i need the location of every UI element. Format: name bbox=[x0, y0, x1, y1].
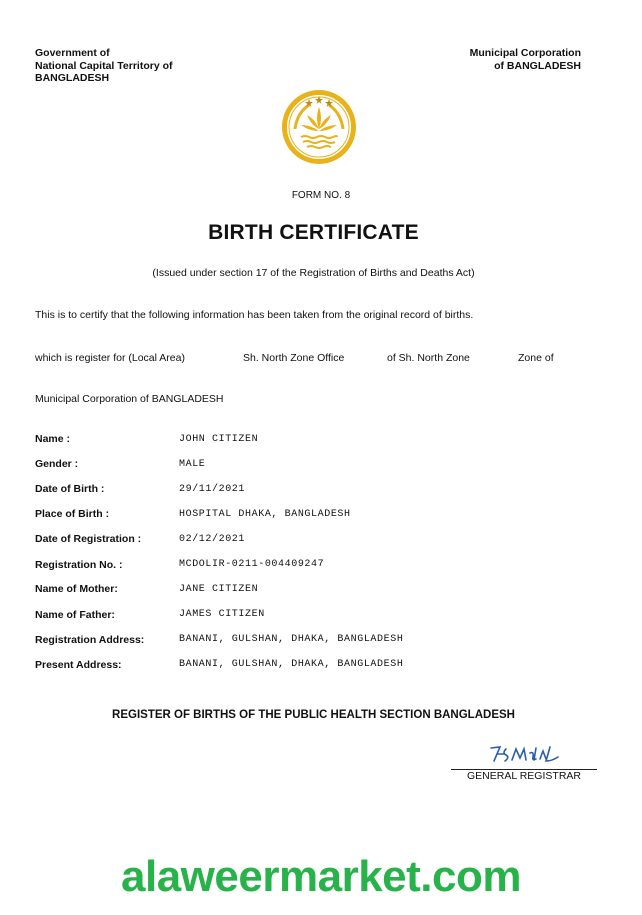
field-value-mother-name: JANE CITIZEN bbox=[179, 584, 259, 595]
issuer-right-line2: of BANGLADESH bbox=[494, 59, 581, 72]
field-value-place-of-birth: HOSPITAL DHAKA, BANGLADESH bbox=[179, 509, 351, 520]
field-label-date-of-registration: Date of Registration : bbox=[35, 533, 142, 545]
certify-statement: This is to certify that the following information has been taken from the original record of births. bbox=[35, 309, 474, 321]
field-value-registration-address: BANANI, GULSHAN, DHAKA, BANGLADESH bbox=[179, 634, 404, 645]
field-value-date-of-registration: 02/12/2021 bbox=[179, 534, 246, 545]
field-label-father-name: Name of Father: bbox=[35, 609, 115, 621]
field-label-present-address: Present Address: bbox=[35, 659, 122, 671]
registrar-signature bbox=[488, 743, 560, 765]
national-emblem-seal bbox=[281, 89, 357, 165]
field-label-date-of-birth: Date of Birth : bbox=[35, 483, 105, 495]
general-registrar-label: GENERAL REGISTRAR bbox=[467, 770, 581, 782]
local-area-label: which is register for (Local Area) bbox=[35, 352, 185, 364]
zone-name: of Sh. North Zone bbox=[387, 352, 470, 364]
field-label-mother-name: Name of Mother: bbox=[35, 583, 118, 595]
field-value-father-name: JAMES CITIZEN bbox=[179, 609, 265, 620]
field-value-name: JOHN CITIZEN bbox=[179, 434, 259, 445]
register-statement: REGISTER OF BIRTHS OF THE PUBLIC HEALTH SECTION BANGLADESH bbox=[112, 709, 515, 721]
field-value-present-address: BANANI, GULSHAN, DHAKA, BANGLADESH bbox=[179, 659, 404, 670]
issuer-right-line1: Municipal Corporation bbox=[469, 47, 581, 59]
municipal-corporation-line: Municipal Corporation of BANGLADESH bbox=[35, 393, 224, 405]
issuer-left bbox=[35, 47, 173, 85]
field-label-name: Name : bbox=[35, 433, 71, 445]
field-label-place-of-birth: Place of Birth : bbox=[35, 508, 110, 520]
issuer-left-line1: Government of bbox=[35, 47, 110, 59]
certificate-title: BIRTH CERTIFICATE bbox=[208, 221, 419, 244]
issuer-left-line3: BANGLADESH bbox=[35, 72, 110, 84]
field-label-registration-address: Registration Address: bbox=[35, 634, 145, 646]
field-value-gender: MALE bbox=[179, 459, 206, 470]
form-number: FORM NO. 8 bbox=[291, 190, 351, 201]
zone-of-label: Zone of bbox=[518, 352, 554, 364]
field-label-registration-no: Registration No. : bbox=[35, 559, 123, 571]
field-value-date-of-birth: 29/11/2021 bbox=[179, 484, 246, 495]
issuer-left-line2: National Capital Territory of bbox=[35, 59, 173, 72]
field-value-registration-no: MCDOLIR-0211-004409247 bbox=[179, 559, 325, 570]
zone-office: Sh. North Zone Office bbox=[243, 352, 345, 364]
certificate-subtitle: (Issued under section 17 of the Registration of Births and Deaths Act) bbox=[152, 267, 475, 279]
watermark-text: alaweermarket.com bbox=[121, 852, 521, 901]
field-label-gender: Gender : bbox=[35, 458, 79, 470]
issuer-right bbox=[470, 47, 581, 72]
